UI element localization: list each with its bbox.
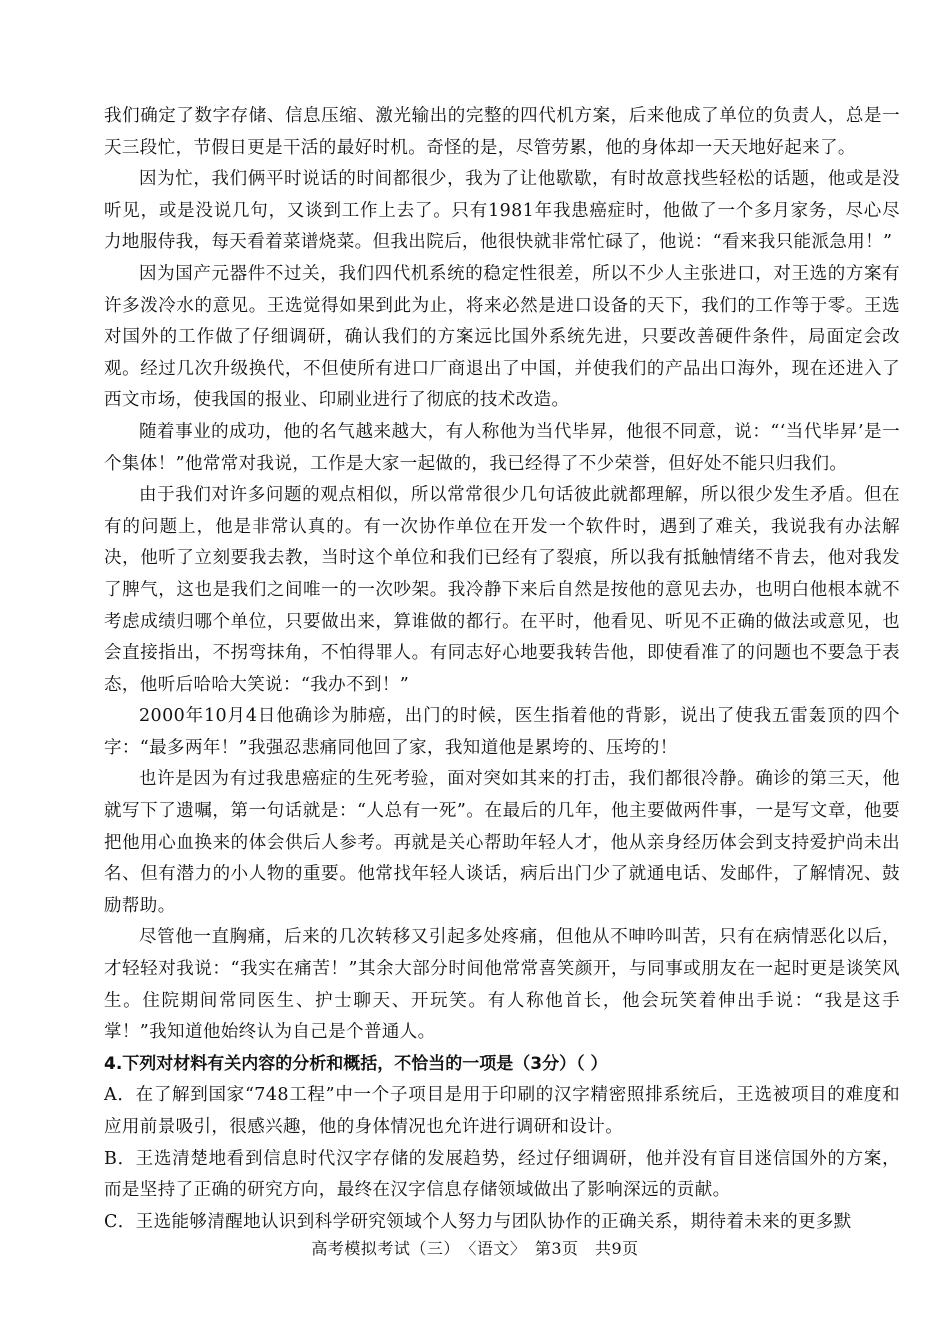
- option-a: A．在了解到国家“748工程”中一个子项目是用于印刷的汉字精密照排系统后，王选被项目的难度和应用前景吸引，很感兴趣，他的身体情况也允许进行调研和设计。: [104, 1085, 900, 1137]
- paragraph-2: 因为忙，我们俩平时说话的时间都很少，我为了让他歇歇，有时故意找些轻松的话题，他或是没听见，或是没说几句，又谈到工作上去了。只有1981年我患癌症时，他做了一个多月家务，尽心尽力地服侍我，每天看着菜谱烧菜。但我出院后，他很快就非常忙碌了，他说：“看来我只能派急用！”: [104, 169, 900, 253]
- paragraph-8: 尽管他一直胸痛，后来的几次转移又引起多处疼痛，但他从不呻吟叫苦，只有在病情恶化以后，才轻轻对我说：“我实在痛苦！”其余大部分时间他常常喜笑颜开，与同事或朋友在一起时更是谈笑风生。住院期间常同医生、护士聊天、开玩笑。有人称他首长，他会玩笑着伸出手说：“我是这手掌！”我知道他始终认为自己是个普通人。: [104, 927, 900, 1043]
- paragraph-5: 由于我们对许多问题的观点相似，所以常常很少几句话彼此就都理解，所以很少发生矛盾。但在有的问题上，他是非常认真的。有一次协作单位在开发一个软件时，遇到了难关，我说我有办法解决，他听了立刻要我去教，当时这个单位和我们已经有了裂痕，所以我有抵触情绪不肯去，他对我发了脾气，这也是我们之间唯一的一次吵架。我冷静下来后自然是按他的意见去办，也明白他根本就不考虑成绩归哪个单位，只要做出来，算谁做的都行。在平时，他看见、听见不正确的做法或意见，也会直接指出，不拐弯抹角，不怕得罪人。有同志好心地要我转告他，即使看准了的问题也不要急于表态，他听后哈哈大笑说：“我办不到！”: [104, 485, 900, 695]
- page-body: [104, 101, 900, 1238]
- paragraph-7: 也许是因为有过我患癌症的生死考验，面对突如其来的打击，我们都很冷静。确诊的第三天，他就写下了遗嘱，第一句话就是：“人总有一死”。在最后的几年，他主要做两件事，一是写文章，他要把他用心血换来的体会供后人参考。再就是关心帮助年轻人才，他从亲身经历体会到支持爱护尚未出名、但有潜力的小人物的重要。他常找年轻人谈话，病后出门少了就通电话、发邮件，了解情况、鼓励帮助。: [104, 769, 900, 916]
- paragraph-3: 因为国产元器件不过关，我们四代机系统的稳定性很差，所以不少人主张进口，对王选的方案有许多泼冷水的意见。王选觉得如果到此为止，将来必然是进口设备的天下，我们的工作等于零。王选对国外的工作做了仔细调研，确认我们的方案远比国外系统先进，只要改善硬件条件，局面定会改观。经过几次升级换代，不但使所有进口厂商退出了中国，并使我们的产品出口海外，现在还进入了西文市场，使我国的报业、印刷业进行了彻底的技术改造。: [104, 263, 900, 411]
- option-c: C．王选能够清醒地认识到科学研究领域个人努力与团队协作的正确关系，期待着未来的更多默: [104, 1211, 852, 1232]
- paragraph-1: 我们确定了数字存储、信息压缩、激光输出的完整的四代机方案，后来他成了单位的负责人，总是一天三段忙，节假日更是干活的最好时机。奇怪的是，尽管劳累，他的身体却一天天地好起来了。: [104, 106, 900, 158]
- page-footer: 高考模拟考试（三） 〈语文〉 第3页 共9页: [311, 1239, 639, 1258]
- option-b: B．王选清楚地看到信息时代汉字存储的发展趋势，经过仔细调研，他并没有盲目迷信国外的方案，而是坚持了正确的研究方向，最终在汉字信息存储领域做出了影响深远的贡献。: [104, 1148, 900, 1201]
- paragraph-6: 2000年10月4日他确诊为肺癌，出门的时候，医生指着他的背影，说出了使我五雷轰顶的四个字：“最多两年！”我强忍悲痛同他回了家，我知道他是累垮的、压垮的！: [104, 706, 900, 758]
- question-stem: 4.下列对材料有关内容的分析和概括，不恰当的一项是（3分）（ ）: [104, 1053, 608, 1074]
- paragraph-4: 随着事业的成功，他的名气越来越大，有人称他为当代毕昇，他很不同意，说：“‘当代毕昇’是一个集体！”他常常对我说，工作是大家一起做的，我已经得了不少荣誉，但好处不能只归我们。: [104, 421, 900, 474]
